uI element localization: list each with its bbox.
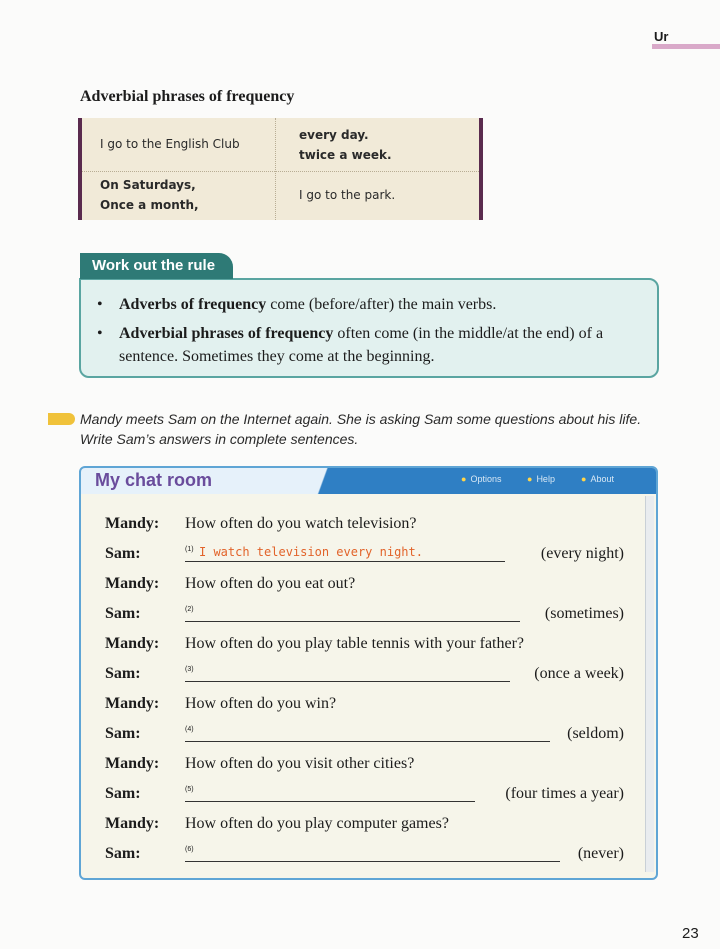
chat-row-answer (105, 782, 624, 806)
question-text: How often do you win? (185, 695, 337, 712)
bullet-icon: • (97, 325, 103, 342)
dot-icon: ● (581, 474, 587, 484)
menu-about[interactable]: ● About (581, 474, 614, 484)
frequency-table (78, 118, 483, 220)
rule-text: come (before/after) the main verbs. (266, 296, 497, 313)
chat-row-answer (105, 842, 624, 866)
scrollbar[interactable] (645, 496, 654, 872)
table-cell-phrase-4: Once a month, (100, 198, 199, 212)
table-cell-phrase-2: twice a week. (299, 148, 392, 162)
chat-row-question (105, 572, 624, 596)
answer-hint: (never) (577, 845, 624, 862)
speaker-label: Mandy: (105, 575, 160, 592)
section-title: Adverbial phrases of frequency (80, 88, 295, 105)
answer-number: (4) (185, 726, 194, 733)
chat-row-question (105, 512, 624, 536)
table-cell-phrase-1: every day. (299, 128, 369, 142)
chat-row-answer (105, 542, 624, 566)
chat-row-question (105, 632, 624, 656)
chat-row-question (105, 752, 624, 776)
speaker-label: Sam: (105, 605, 141, 622)
rule-box (79, 278, 659, 378)
answer-hint: (seldom) (567, 725, 624, 742)
chat-row-question (105, 692, 624, 716)
speaker-label: Mandy: (105, 635, 160, 652)
question-text: How often do you visit other cities? (185, 755, 415, 772)
answer-line (185, 861, 560, 862)
speaker-label: Sam: (105, 785, 141, 802)
chat-row-answer (105, 722, 624, 746)
page-number: 23 (682, 925, 699, 942)
speaker-label: Mandy: (105, 515, 160, 532)
menu-help[interactable]: ● Help (527, 474, 555, 484)
answer-number: (2) (185, 606, 194, 613)
table-column-divider (275, 118, 276, 220)
rule-text: often come (in the middle/at the end) of a sentence. Sometimes they come at the beginning. (119, 325, 604, 365)
chat-header (81, 468, 656, 494)
answer-line (185, 801, 475, 802)
table-cell-phrase-3: On Saturdays, (100, 178, 196, 192)
answer-line (185, 561, 505, 562)
speaker-label: Mandy: (105, 695, 160, 712)
chat-row-answer (105, 602, 624, 626)
rule-tab: Work out the rule (80, 253, 233, 279)
answer-line (185, 681, 510, 682)
answer-hint: (every night) (540, 545, 624, 562)
instruction-marker-icon (48, 413, 75, 425)
answer-line (185, 621, 520, 622)
bullet-icon: • (97, 296, 103, 313)
speaker-label: Sam: (105, 545, 141, 562)
answer-number: (6) (185, 846, 194, 853)
menu-options[interactable]: ● Options (461, 474, 502, 484)
answer-hint: (sometimes) (544, 605, 624, 622)
answer-number: (3) (185, 666, 194, 673)
speaker-label: Sam: (105, 725, 141, 742)
answer-number: (5) (185, 786, 194, 793)
rule-term: Adverbial phrases of frequency (119, 325, 334, 342)
dot-icon: ● (527, 474, 533, 484)
speaker-label: Sam: (105, 665, 141, 682)
answer-hint: (once a week) (534, 665, 624, 682)
table-cell-subject: I go to the English Club (100, 137, 240, 151)
question-text: How often do you eat out? (185, 575, 356, 592)
dot-icon: ● (461, 474, 467, 484)
rule-term: Adverbs of frequency (119, 296, 267, 313)
answer-number: (1) (185, 546, 194, 553)
instruction-text: Mandy meets Sam on the Internet again. She is asking Sam some questions about his life. Write Sam’s answers in complete sentences. (80, 411, 642, 447)
speaker-label: Mandy: (105, 755, 160, 772)
unit-color-bar (652, 44, 720, 49)
question-text: How often do you watch television? (185, 515, 417, 532)
unit-tag: Ur (654, 29, 669, 44)
question-text: How often do you play table tennis with your father? (185, 635, 525, 652)
speaker-label: Mandy: (105, 815, 160, 832)
speaker-label: Sam: (105, 845, 141, 862)
answer-line (185, 741, 550, 742)
rule-item (97, 293, 643, 316)
answer-text[interactable]: I watch television every night. (199, 545, 423, 559)
rule-item (97, 322, 643, 368)
chat-window (79, 466, 658, 880)
question-text: How often do you play computer games? (185, 815, 449, 832)
chat-title: My chat room (95, 470, 213, 490)
answer-hint: (four times a year) (505, 785, 624, 802)
table-row-divider (82, 171, 479, 172)
chat-row-question (105, 812, 624, 836)
chat-row-answer (105, 662, 624, 686)
table-cell-clause: I go to the park. (299, 188, 396, 202)
